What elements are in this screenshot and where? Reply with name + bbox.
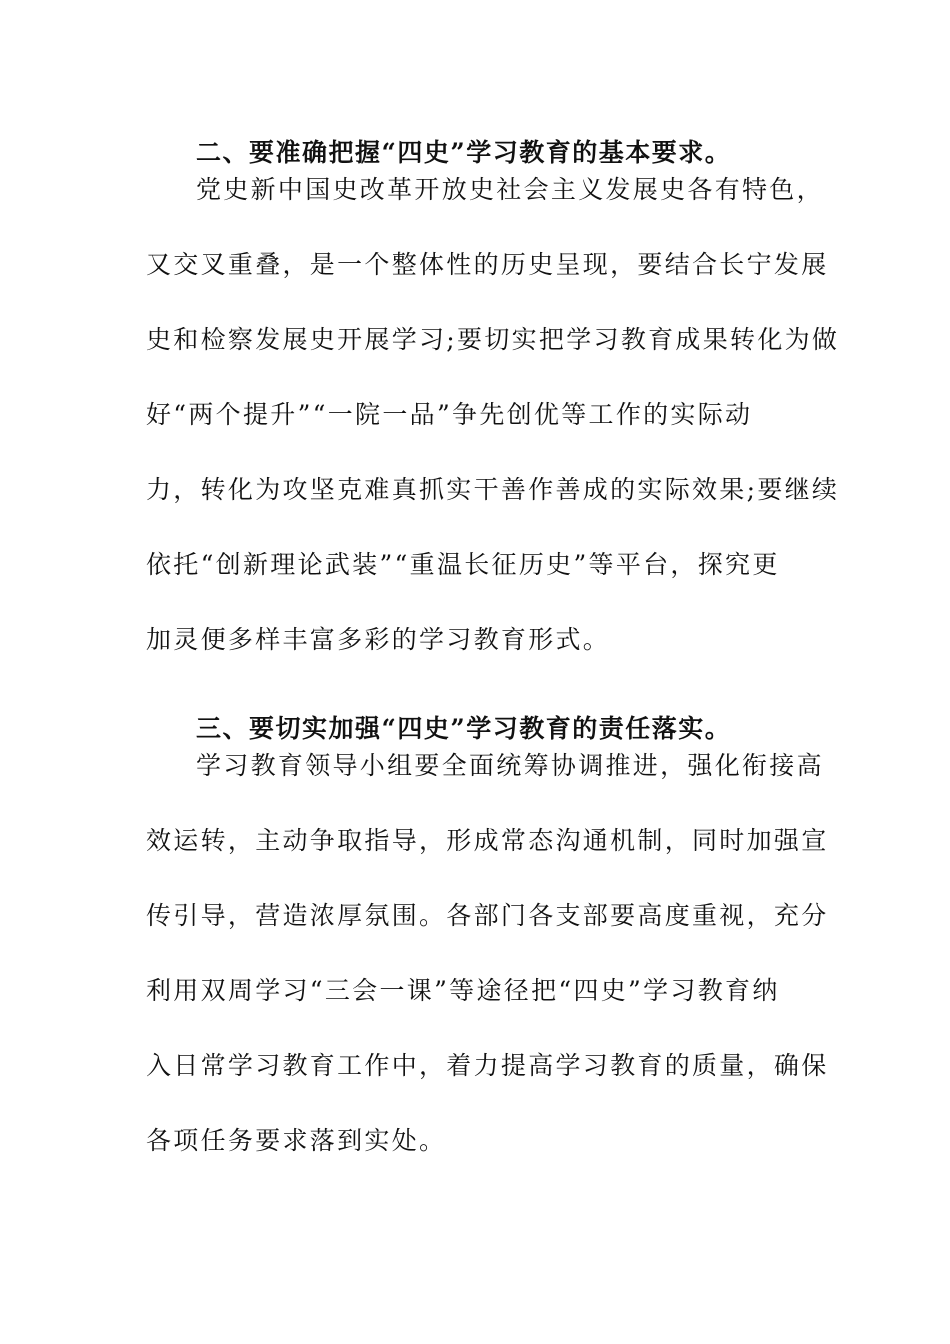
paragraph-line: 依托“创新理论武装”“重温长征历史”等平台，探究更	[146, 550, 780, 579]
paragraph-line: 加灵便多样丰富多彩的学习教育形式。	[146, 625, 611, 654]
paragraph-line: 力，转化为攻坚克难真抓实干善作善成的实际效果;要继续	[146, 475, 840, 504]
section-heading-3: 三、要切实加强“四史”学习教育的责任落实。	[196, 714, 732, 743]
paragraph-line: 传引导，营造浓厚氛围。各部门各支部要高度重视，充分	[146, 901, 829, 930]
paragraph-line: 史和检察发展史开展学习;要切实把学习教育成果转化为做	[146, 325, 840, 354]
paragraph-line: 效运转，主动争取指导，形成常态沟通机制，同时加强宣	[146, 826, 829, 855]
paragraph-line: 各项任务要求落到实处。	[146, 1126, 447, 1155]
section-heading-2: 二、要准确把握“四史”学习教育的基本要求。	[196, 138, 732, 167]
paragraph-line: 党史新中国史改革开放史社会主义发展史各有特色，	[196, 175, 824, 204]
paragraph-line: 入日常学习教育工作中，着力提高学习教育的质量，确保	[146, 1051, 829, 1080]
paragraph-line: 利用双周学习“三会一课”等途径把“四史”学习教育纳	[146, 976, 780, 1005]
paragraph-line: 学习教育领导小组要全面统筹协调推进，强化衔接高	[196, 751, 824, 780]
paragraph-line: 好“两个提升”“一院一品”争先创优等工作的实际动	[146, 400, 753, 429]
paragraph-line: 又交叉重叠，是一个整体性的历史呈现，要结合长宁发展	[146, 250, 829, 279]
